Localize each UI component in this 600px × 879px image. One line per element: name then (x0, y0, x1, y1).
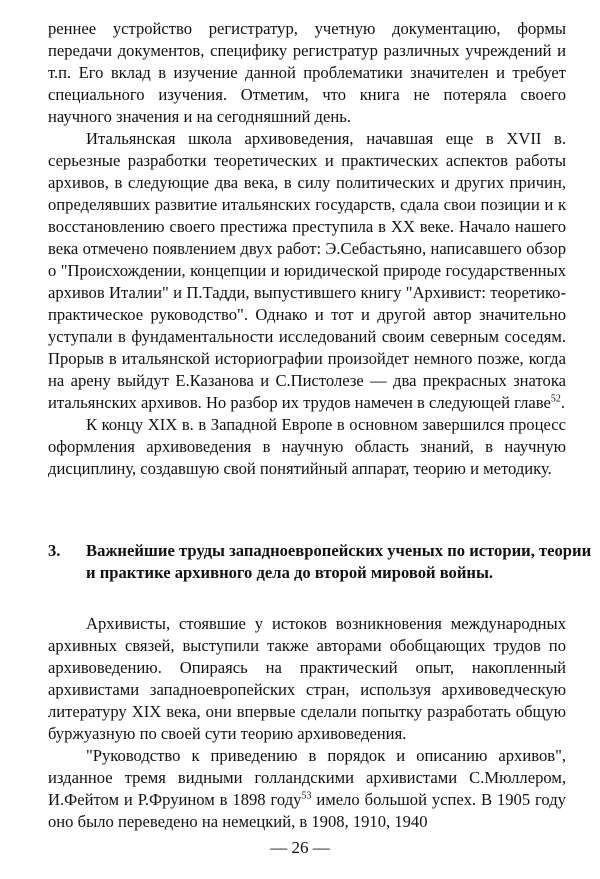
paragraph-registries: реннее устройство регистратур, учетную документацию, формы передачи документов, специфику регистратур различных учреждений и т.п. Его вклад в изучение данной проблематики значителен и требует специального изучения. Отметим, что книга не потеряла своего научного значения и на сегодняшний день. (48, 19, 566, 126)
paragraph-italian-school: Итальянская школа архивоведения, начавшая еще в XVII в. серьезные разработки теоретических и практических аспектов работы архивов, в следующие два века, в силу политических и других причин, определявших развитие итальянских государств, сдала свои позиции и к восстановлению своего престижа преступила в XX веке. Начало нашего века отмечено появлением двух работ: Э.Себастьяно, написавшего обзор о "Происхождении, концепции и юридической природе государственных архивов Италии" и П.Тадди, выпустившего книгу "Архивист: теоретико-практическое руководство". Однако и тот и другой автор значительно уступали в фундаментальности исследований своим северным соседям. Прорыв в итальянской историографии произойдет немного позже, когда на арену выйдут Е.Казанова и С.Пистолезе — два прекрасных знатока итальянских архивов. Но разбор их трудов намечен в следующей главе$^{52}$. (48, 129, 566, 412)
section-title: Важнейшие труды западноевропейских ученых по истории, теории и практике архивного дела до второй мировой войны. (86, 541, 592, 582)
body-text-bottom (48, 613, 566, 833)
page-number: — 26 — (270, 838, 330, 857)
section-heading (48, 540, 596, 584)
body-text-top (48, 18, 566, 480)
paragraph-archivists: Архивисты, стоявшие у истоков возникновения международных архивных связей, выступили также авторами обобщающих трудов по архивоведению. Опираясь на практический опыт, накопленный архивистами западноевропейских стран, используя архивоведческую литературу XIX века, они впервые сделали попытку разработать общую буржуазную по своей сути теорию архивоведения. (48, 614, 566, 743)
footnote-ref-52: 52 (550, 393, 561, 405)
footnote-ref-53: 53 (301, 790, 312, 802)
paragraph-manual: "Руководство к приведению в порядок и описанию архивов", изданное тремя видными голландскими архивистами С.Мюллером, И.Фейтом и Р.Фруином в 1898 году$^{53}$ имело большой успех. В 1905 году оно было переведено на немецкий, в 1908, 1910, 1940 (48, 746, 566, 831)
paragraph-end-xix-century: К концу XIX в. в Западной Европе в основном завершился процесс оформления архивоведения в научную область знаний, в научную дисциплину, создавшую свой понятийный аппарат, теорию и методику. (48, 415, 566, 478)
section-number: 3. (48, 541, 61, 560)
